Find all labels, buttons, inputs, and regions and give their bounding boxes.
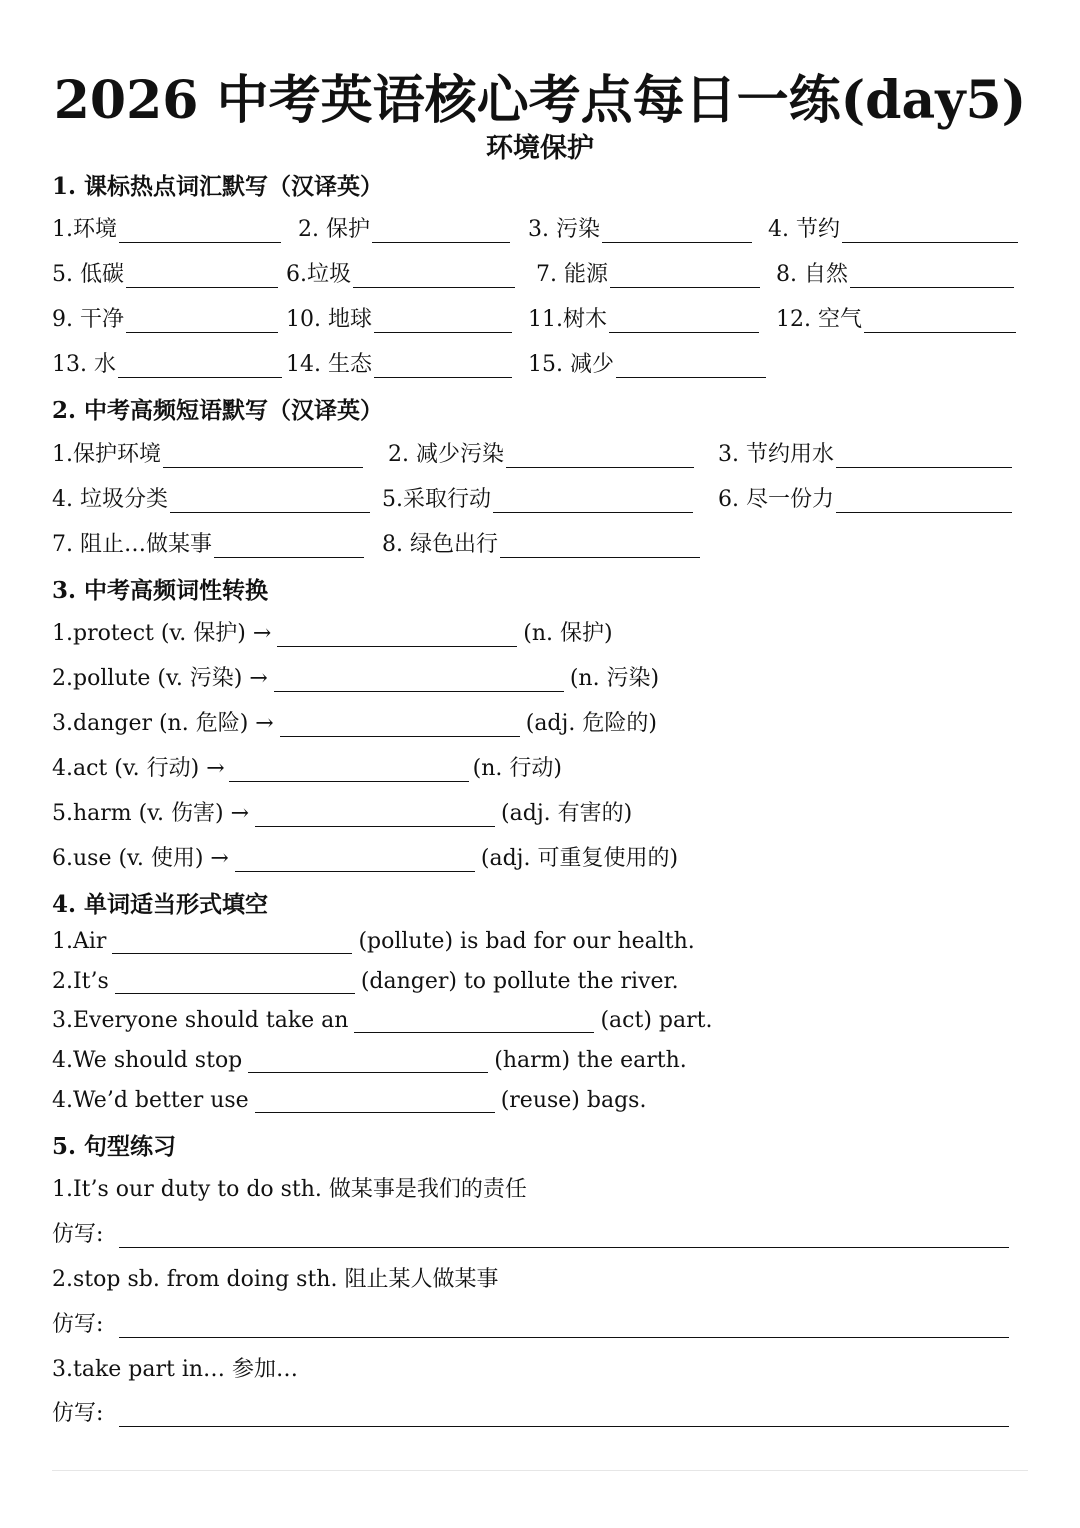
- answer-blank[interactable]: [616, 353, 766, 378]
- answer-blank[interactable]: [229, 757, 469, 782]
- imitation-row-1: 仿写:: [52, 1217, 1011, 1248]
- answer-blank[interactable]: [842, 218, 1018, 243]
- answer-blank[interactable]: [836, 443, 1012, 468]
- word-form-item-4: 4.act (v. 行动) → (n. 行动): [52, 756, 562, 781]
- vocab-item-6: 6.垃圾: [286, 257, 517, 288]
- answer-blank[interactable]: [506, 443, 694, 468]
- answer-blank[interactable]: [115, 969, 355, 994]
- section-4-heading: 4. 单词适当形式填空: [52, 891, 269, 918]
- imitation-row-3: 仿写:: [52, 1396, 1011, 1427]
- word-form-item-2: 2.pollute (v. 污染) → (n. 污染): [52, 666, 660, 691]
- vocab-item-8: 8. 自然: [776, 257, 1016, 288]
- answer-blank[interactable]: [126, 308, 278, 333]
- answer-line[interactable]: [119, 1223, 1009, 1248]
- answer-blank[interactable]: [235, 847, 475, 872]
- phrase-item-3: 3. 节约用水: [718, 437, 1014, 468]
- answer-line[interactable]: [119, 1402, 1009, 1427]
- word-form-item-6: 6.use (v. 使用) → (adj. 可重复使用的): [52, 846, 679, 871]
- word-form-item-5: 5.harm (v. 伤害) → (adj. 有害的): [52, 801, 633, 826]
- imitation-row-2: 仿写:: [52, 1307, 1011, 1338]
- answer-blank[interactable]: [354, 1008, 594, 1033]
- fill-blank-item-2: 2.It’s (danger) to pollute the river.: [52, 969, 679, 994]
- phrase-item-1: 1.保护环境: [52, 437, 365, 468]
- answer-blank[interactable]: [255, 1088, 495, 1113]
- answer-blank[interactable]: [353, 263, 515, 288]
- vocab-item-9: 9. 干净: [52, 302, 280, 333]
- footer-divider: [52, 1470, 1028, 1471]
- answer-blank[interactable]: [274, 667, 564, 692]
- answer-blank[interactable]: [119, 218, 281, 243]
- phrase-item-5: 5.采取行动: [382, 482, 695, 513]
- sentence-pattern-1: 1.It’s our duty to do sth. 做某事是我们的责任: [52, 1177, 527, 1202]
- phrase-item-4: 4. 垃圾分类: [52, 482, 372, 513]
- answer-line[interactable]: [119, 1313, 1009, 1338]
- answer-blank[interactable]: [374, 353, 512, 378]
- answer-blank[interactable]: [602, 218, 752, 243]
- answer-blank[interactable]: [280, 712, 520, 737]
- answer-blank[interactable]: [214, 533, 364, 558]
- answer-blank[interactable]: [112, 929, 352, 954]
- answer-blank[interactable]: [610, 263, 760, 288]
- vocab-item-10: 10. 地球: [286, 302, 514, 333]
- answer-blank[interactable]: [118, 353, 282, 378]
- answer-blank[interactable]: [374, 308, 512, 333]
- section-1-heading: 1. 课标热点词汇默写（汉译英）: [52, 173, 384, 200]
- answer-blank[interactable]: [126, 263, 278, 288]
- answer-blank[interactable]: [500, 533, 700, 558]
- fill-blank-item-1: 1.Air (pollute) is bad for our health.: [52, 929, 695, 954]
- answer-blank[interactable]: [255, 802, 495, 827]
- answer-blank[interactable]: [609, 308, 759, 333]
- phrase-item-6: 6. 尽一份力: [718, 482, 1014, 513]
- page-subtitle: 环境保护: [486, 133, 594, 164]
- phrase-item-7: 7. 阻止…做某事: [52, 527, 366, 558]
- vocab-item-12: 12. 空气: [776, 302, 1018, 333]
- vocab-item-11: 11.树木: [528, 302, 761, 333]
- section-2-heading: 2. 中考高频短语默写（汉译英）: [52, 397, 384, 424]
- sentence-pattern-2: 2.stop sb. from doing sth. 阻止某人做某事: [52, 1267, 499, 1292]
- phrase-item-8: 8. 绿色出行: [382, 527, 702, 558]
- fill-blank-item-3: 3.Everyone should take an (act) part.: [52, 1008, 713, 1033]
- vocab-item-15: 15. 减少: [528, 347, 768, 378]
- section-5-heading: 5. 句型练习: [52, 1133, 177, 1160]
- fill-blank-item-4: 4.We should stop (harm) the earth.: [52, 1048, 687, 1073]
- vocab-item-5: 5. 低碳: [52, 257, 280, 288]
- word-form-item-1: 1.protect (v. 保护) → (n. 保护): [52, 621, 613, 646]
- phrase-item-2: 2. 减少污染: [388, 437, 696, 468]
- sentence-pattern-3: 3.take part in… 参加…: [52, 1357, 299, 1382]
- vocab-item-7: 7. 能源: [536, 257, 762, 288]
- vocab-item-4: 4. 节约: [768, 212, 1020, 243]
- answer-blank[interactable]: [493, 488, 693, 513]
- vocab-item-13: 13. 水: [52, 347, 284, 378]
- answer-blank[interactable]: [850, 263, 1014, 288]
- answer-blank[interactable]: [163, 443, 363, 468]
- section-3-heading: 3. 中考高频词性转换: [52, 577, 269, 604]
- word-form-item-3: 3.danger (n. 危险) → (adj. 危险的): [52, 711, 657, 736]
- vocab-item-1: 1.环境: [52, 212, 283, 243]
- vocab-item-14: 14. 生态: [286, 347, 514, 378]
- answer-blank[interactable]: [836, 488, 1012, 513]
- answer-blank[interactable]: [170, 488, 370, 513]
- answer-blank[interactable]: [248, 1048, 488, 1073]
- answer-blank[interactable]: [372, 218, 510, 243]
- answer-blank[interactable]: [277, 622, 517, 647]
- answer-blank[interactable]: [864, 308, 1016, 333]
- page-title: 2026 中考英语核心考点每日一练(day5): [53, 70, 1027, 131]
- fill-blank-item-5: 4.We’d better use (reuse) bags.: [52, 1088, 647, 1113]
- vocab-item-2: 2. 保护: [298, 212, 512, 243]
- vocab-item-3: 3. 污染: [528, 212, 754, 243]
